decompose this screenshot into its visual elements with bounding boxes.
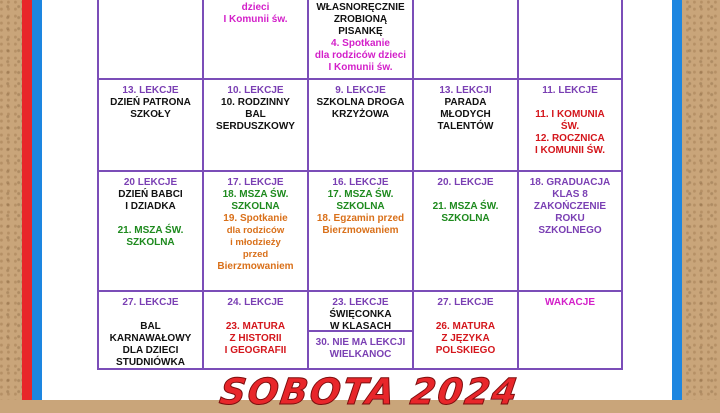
- cell-text: 16. LEKCJE: [332, 177, 389, 188]
- cell-text: 10. LEKCJE: [227, 85, 284, 96]
- cell-text: przed: [242, 249, 269, 260]
- cell-text: dla rodziców: [226, 225, 285, 236]
- cell-text: SZKOLNA: [126, 237, 175, 248]
- cell-text: 17. LEKCJE: [227, 177, 284, 188]
- cell-r1-c0: [97, 78, 204, 172]
- cell-text: 21. MSZA ŚW.: [432, 201, 499, 212]
- cell-text: 11. LEKCJE: [542, 85, 598, 96]
- cell-text: KLAS 8: [552, 189, 588, 200]
- cell-text: ŚWIĘCONKA: [329, 309, 392, 320]
- cell-text: DZIEŃ BABCI: [118, 189, 183, 200]
- cell-r0-c3: [412, 0, 519, 80]
- cell-text: KARNAWAŁOWY: [109, 333, 192, 344]
- cell-text: I GEOGRAFII: [224, 345, 287, 356]
- cell-text: 27. LEKCJE: [437, 297, 494, 308]
- cell-text: I Komunii św.: [223, 14, 288, 25]
- cell-text: BAL: [140, 321, 161, 332]
- cell-r1-c3: [412, 78, 519, 172]
- cell-text: 18. MSZA ŚW.: [222, 189, 289, 200]
- cell-text: Bierzmowaniem: [217, 261, 294, 272]
- cell-r0-c1: [202, 0, 309, 80]
- cell-text: 12. ROCZNICA: [535, 133, 605, 144]
- cell-r2-c0: [97, 170, 204, 292]
- cell-text: 20 LEKCJE: [123, 177, 178, 188]
- cell-text: Z HISTORII: [229, 333, 282, 344]
- cell-text: DZIEŃ PATRONA: [110, 97, 191, 108]
- cell-text: 17. MSZA ŚW.: [327, 189, 394, 200]
- cell-text: SERDUSZKOWY: [216, 121, 295, 132]
- cell-text: ŚW.: [560, 121, 580, 132]
- cell-text: Bierzmowaniem: [322, 225, 399, 236]
- cell-text: 23. MATURA: [225, 321, 286, 332]
- cell-text: 26. MATURA: [435, 321, 496, 332]
- cell-text: ZROBIONĄ: [333, 14, 388, 25]
- cell-text: Z JĘZYKA: [441, 333, 490, 344]
- cell-r3-c2b: [307, 330, 414, 370]
- cell-text: DLA DZIECI: [122, 345, 179, 356]
- cell-text: SZKOLNA: [231, 201, 280, 212]
- cell-text: 18. Egzamin przed: [316, 213, 405, 224]
- spacer: [522, 97, 618, 109]
- cell-text: PISANKĘ: [338, 26, 383, 37]
- schedule-grid: [97, 0, 623, 370]
- cell-text: dla rodziców dzieci: [314, 50, 407, 61]
- cell-text: STUDNIÓWKA: [116, 357, 185, 368]
- cell-text: WIELKANOC: [329, 349, 392, 360]
- cell-text: 20. LEKCJE: [437, 177, 494, 188]
- cell-text: ZAKOŃCZENIE: [533, 201, 607, 212]
- cell-text: SZKOLNA DROGA: [316, 97, 405, 108]
- cell-text: WAKACJE: [544, 297, 595, 308]
- cell-r1-c2: [307, 78, 414, 172]
- cell-text: dzieci: [241, 2, 270, 13]
- spacer: [417, 309, 514, 321]
- cell-text: SZKOŁY: [130, 109, 171, 120]
- cell-r3-c0: [97, 290, 204, 370]
- cell-text: SZKOLNA: [336, 201, 385, 212]
- cell-text: I Komunii św.: [328, 62, 393, 73]
- cell-text: 18. GRADUACJA: [529, 177, 611, 188]
- cell-text: ROKU: [555, 213, 585, 224]
- cell-r0-c2: [307, 0, 414, 80]
- footer-title: SOBOTA 2024: [217, 372, 522, 413]
- cell-text: SZKOLNA: [441, 213, 490, 224]
- cell-r1-c4: [517, 78, 623, 172]
- cell-text: SZKOLNEGO: [538, 225, 602, 236]
- cell-text: 4. Spotkanie: [331, 38, 390, 49]
- cell-text: KRZYŻOWA: [331, 109, 390, 120]
- cell-text: TALENTÓW: [437, 121, 494, 132]
- cell-text: BAL: [245, 109, 266, 120]
- cell-r2-c4: [517, 170, 623, 292]
- cell-r3-c3: [412, 290, 519, 370]
- cell-r3-c2a: [307, 290, 414, 332]
- cell-text: 13. LEKCJE: [122, 85, 179, 96]
- cell-text: 23. LEKCJE: [332, 297, 389, 308]
- cell-text: 9. LEKCJE: [335, 85, 386, 96]
- cell-r3-c4: [517, 290, 623, 370]
- cell-text: MŁODYCH: [440, 109, 491, 120]
- cell-r2-c3: [412, 170, 519, 292]
- cell-text: 21. MSZA ŚW.: [117, 225, 184, 236]
- cell-text: W KLASACH: [329, 321, 392, 332]
- cell-text: I KOMUNII ŚW.: [535, 145, 605, 156]
- cell-text: 30. NIE MA LEKCJI: [315, 337, 406, 348]
- cell-r2-c1: [202, 170, 309, 292]
- cell-text: I DZIADKA: [125, 201, 176, 212]
- cell-text: 19. Spotkanie: [223, 213, 288, 224]
- spacer: [102, 309, 199, 321]
- spacer: [207, 309, 304, 321]
- cell-r0-c4: [517, 0, 623, 80]
- cell-r2-c2: [307, 170, 414, 292]
- cell-text: 27. LEKCJE: [122, 297, 179, 308]
- cell-text: i młodzieży: [230, 237, 281, 248]
- cell-r0-c0: [97, 0, 204, 80]
- cell-text: POLSKIEGO: [435, 345, 496, 356]
- cell-text: 13. LEKCJI: [439, 85, 492, 96]
- cell-text: 24. LEKCJE: [227, 297, 284, 308]
- spacer: [102, 213, 199, 225]
- spacer: [417, 189, 514, 201]
- cell-text: PARADA: [444, 97, 487, 108]
- cell-r3-c1: [202, 290, 309, 370]
- cell-text: WŁASNORĘCZNIE: [316, 2, 405, 13]
- cell-text: 10. RODZINNY: [221, 97, 290, 108]
- cell-text: 11. I KOMUNIA: [535, 109, 605, 120]
- cell-r1-c1: [202, 78, 309, 172]
